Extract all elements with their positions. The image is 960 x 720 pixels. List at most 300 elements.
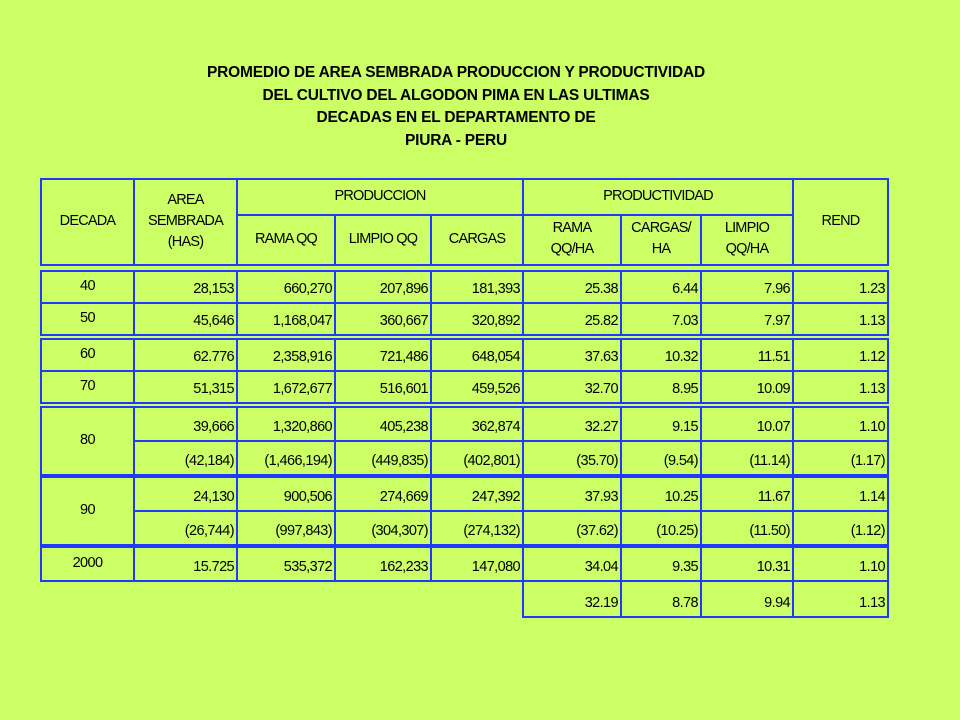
cell-value: 1.10 bbox=[859, 559, 885, 575]
row-column-border bbox=[887, 440, 889, 476]
header-column-border bbox=[522, 178, 524, 266]
cell-value: 9.15 bbox=[672, 419, 698, 435]
row-column-border bbox=[40, 338, 42, 372]
table-cell bbox=[703, 510, 791, 544]
header-bottom-border bbox=[40, 264, 889, 266]
table-cell bbox=[703, 406, 791, 440]
row-column-border bbox=[334, 510, 336, 546]
table-cell bbox=[525, 406, 619, 440]
header-cargas bbox=[433, 214, 521, 264]
header-column-border bbox=[334, 214, 336, 266]
header-cargas-label: CARGAS bbox=[448, 230, 506, 247]
table-cell bbox=[525, 440, 619, 474]
header-column-border bbox=[236, 178, 238, 266]
cell-value: 7.03 bbox=[672, 313, 698, 329]
row-column-border bbox=[40, 510, 42, 546]
summary-cell bbox=[623, 582, 699, 616]
cell-value: (274,132) bbox=[463, 523, 520, 539]
header-column-border bbox=[887, 178, 889, 266]
row-column-border bbox=[700, 546, 702, 582]
table-cell bbox=[433, 510, 521, 544]
cell-value: 28,153 bbox=[193, 281, 234, 297]
header-cargas-ha-line-1: CARGAS/ bbox=[631, 220, 691, 236]
header-rama-qqha-line-1: RAMA bbox=[552, 220, 592, 236]
row-column-border bbox=[620, 370, 622, 404]
cell-value: 147,080 bbox=[471, 559, 520, 575]
decada-cell bbox=[43, 370, 132, 402]
decada-value: 2000 bbox=[72, 555, 103, 571]
summary-value: 1.13 bbox=[859, 595, 885, 611]
cell-value: 660,270 bbox=[283, 281, 332, 297]
header-rend-label: REND bbox=[821, 212, 860, 229]
cell-value: 11.51 bbox=[757, 349, 790, 365]
cell-value: 8.95 bbox=[672, 381, 698, 397]
row-column-border bbox=[334, 440, 336, 476]
cell-value: (997,843) bbox=[275, 523, 332, 539]
cell-value: (11.14) bbox=[749, 453, 790, 469]
row-column-border bbox=[133, 406, 135, 442]
table-cell bbox=[525, 270, 619, 302]
row-column-border bbox=[620, 546, 622, 582]
row-column-border bbox=[430, 546, 432, 582]
table-cell bbox=[239, 338, 333, 370]
cell-value: 25.38 bbox=[584, 281, 618, 297]
cell-value: 181,393 bbox=[471, 281, 520, 297]
row-column-border bbox=[700, 440, 702, 476]
row-column-border bbox=[522, 510, 524, 546]
cell-value: 1.13 bbox=[859, 313, 885, 329]
table-cell bbox=[337, 440, 429, 474]
cell-value: 6.44 bbox=[672, 281, 698, 297]
cell-value: 274,669 bbox=[379, 489, 428, 505]
cell-value: 15.725 bbox=[193, 559, 234, 575]
cell-value: 51,315 bbox=[193, 381, 234, 397]
title-line-4: PIURA - PERU bbox=[404, 131, 508, 149]
cell-value: (37.62) bbox=[576, 523, 618, 539]
table-cell bbox=[623, 370, 699, 402]
decada-cell bbox=[43, 546, 132, 580]
table-cell bbox=[703, 440, 791, 474]
row-column-border bbox=[887, 302, 889, 336]
table-cell bbox=[525, 510, 619, 544]
title-line-2: DEL CULTIVO DEL ALGODON PIMA EN LAS ULTIMAS bbox=[262, 86, 650, 104]
cell-value: (10.25) bbox=[656, 523, 698, 539]
table-cell bbox=[623, 546, 699, 580]
header-column-border bbox=[792, 178, 794, 266]
cell-value: 648,054 bbox=[471, 349, 520, 365]
header-cargas-ha bbox=[623, 214, 699, 264]
cell-value: 37.63 bbox=[584, 349, 618, 365]
table-cell bbox=[703, 370, 791, 402]
cell-value: 1,672,677 bbox=[272, 381, 332, 397]
table-cell bbox=[337, 546, 429, 580]
decada-cell bbox=[43, 406, 132, 474]
table-cell bbox=[703, 476, 791, 510]
header-area-line-2: SEMBRADA bbox=[148, 212, 223, 229]
row-column-border bbox=[334, 338, 336, 372]
row-column-border bbox=[792, 476, 794, 512]
row-column-border bbox=[236, 546, 238, 582]
table-cell bbox=[239, 510, 333, 544]
title-line-3: DECADAS EN EL DEPARTAMENTO DE bbox=[316, 109, 596, 126]
cell-value: 1.23 bbox=[859, 281, 885, 297]
row-column-border bbox=[522, 302, 524, 336]
decada-cell bbox=[43, 270, 132, 302]
header-rama-qqha-line-2: QQ/HA bbox=[550, 241, 594, 257]
cell-value: (1.12) bbox=[850, 523, 885, 539]
cell-value: 37.93 bbox=[584, 489, 618, 505]
cell-value: 10.32 bbox=[664, 349, 698, 365]
cell-value: 11.67 bbox=[757, 489, 790, 505]
row-column-border bbox=[792, 510, 794, 546]
cell-value: 10.07 bbox=[756, 419, 790, 435]
table-cell bbox=[239, 546, 333, 580]
cell-value: (1,466,194) bbox=[264, 453, 332, 469]
row-column-border bbox=[133, 510, 135, 546]
decada-value: 70 bbox=[80, 378, 95, 394]
row-column-border bbox=[700, 406, 702, 442]
cell-value: (35.70) bbox=[576, 453, 618, 469]
cell-value: 320,892 bbox=[471, 313, 520, 329]
table-cell bbox=[433, 302, 521, 334]
summary-value: 8.78 bbox=[672, 595, 698, 611]
cell-value: 535,372 bbox=[283, 559, 332, 575]
row-column-border bbox=[430, 476, 432, 512]
row-column-border bbox=[40, 406, 42, 442]
cell-value: 360,667 bbox=[379, 313, 428, 329]
cell-value: 25.82 bbox=[584, 313, 618, 329]
table-cell bbox=[795, 440, 886, 474]
cell-value: (11.50) bbox=[749, 523, 790, 539]
table-cell bbox=[525, 302, 619, 334]
table-cell bbox=[337, 476, 429, 510]
header-column-border bbox=[133, 178, 135, 266]
row-column-border bbox=[40, 546, 42, 582]
decada-value: 90 bbox=[80, 502, 95, 518]
row-column-border bbox=[430, 270, 432, 304]
cell-value: 362,874 bbox=[471, 419, 520, 435]
row-column-border bbox=[700, 302, 702, 336]
cell-value: 45,646 bbox=[193, 313, 234, 329]
table-cell bbox=[433, 406, 521, 440]
cell-value: (26,744) bbox=[184, 523, 234, 539]
table-cell bbox=[623, 440, 699, 474]
table-cell bbox=[337, 406, 429, 440]
row-column-border bbox=[40, 370, 42, 404]
row-column-border bbox=[334, 370, 336, 404]
cell-value: (9.54) bbox=[663, 453, 698, 469]
table-cell bbox=[703, 546, 791, 580]
table-cell bbox=[795, 270, 886, 302]
table-cell bbox=[433, 476, 521, 510]
row-column-border bbox=[236, 370, 238, 404]
cell-value: 1,320,860 bbox=[272, 419, 332, 435]
row-column-border bbox=[792, 546, 794, 582]
decada-value: 80 bbox=[80, 432, 95, 448]
row-column-border bbox=[887, 370, 889, 404]
table-cell bbox=[623, 270, 699, 302]
cell-value: 900,506 bbox=[283, 489, 332, 505]
row-column-border bbox=[133, 476, 135, 512]
summary-column-border bbox=[620, 582, 622, 618]
decada-cell bbox=[43, 338, 132, 370]
header-rama-qq bbox=[239, 214, 333, 264]
cell-value: 10.09 bbox=[756, 381, 790, 397]
cell-value: (402,801) bbox=[463, 453, 520, 469]
row-column-border bbox=[236, 302, 238, 336]
row-column-border bbox=[236, 270, 238, 304]
table-cell bbox=[433, 440, 521, 474]
summary-column-border bbox=[887, 582, 889, 618]
header-area-line-1: AREA bbox=[167, 191, 204, 208]
page-title bbox=[0, 62, 912, 152]
table-cell bbox=[795, 370, 886, 402]
table-cell bbox=[337, 370, 429, 402]
table-cell bbox=[703, 302, 791, 334]
table-cell bbox=[337, 270, 429, 302]
row-column-border bbox=[700, 370, 702, 404]
table-cell bbox=[136, 440, 235, 474]
row-column-border bbox=[522, 370, 524, 404]
header-cargas-ha-line-2: HA bbox=[651, 241, 671, 257]
cell-value: 39,666 bbox=[193, 419, 234, 435]
row-column-border bbox=[133, 370, 135, 404]
title-line-1: PROMEDIO DE AREA SEMBRADA PRODUCCION Y PRODUCTIVIDAD bbox=[207, 64, 705, 81]
table-cell bbox=[136, 370, 235, 402]
row-column-border bbox=[133, 440, 135, 476]
table-cell bbox=[433, 338, 521, 370]
cell-value: 7.97 bbox=[764, 313, 790, 329]
row-column-border bbox=[620, 476, 622, 512]
row-column-border bbox=[40, 270, 42, 304]
row-column-border bbox=[522, 270, 524, 304]
header-column-border bbox=[430, 214, 432, 266]
row-column-border bbox=[522, 338, 524, 372]
row-column-border bbox=[334, 476, 336, 512]
cell-value: 9.35 bbox=[672, 559, 698, 575]
cell-value: 2,358,916 bbox=[272, 349, 332, 365]
header-decada-label: DECADA bbox=[59, 212, 116, 229]
row-column-border bbox=[236, 510, 238, 546]
table-cell bbox=[623, 338, 699, 370]
cell-value: 207,896 bbox=[379, 281, 428, 297]
row-column-border bbox=[887, 510, 889, 546]
table-cell bbox=[795, 546, 886, 580]
table-cell bbox=[433, 270, 521, 302]
row-column-border bbox=[236, 406, 238, 442]
header-column-border bbox=[40, 178, 42, 266]
row-column-border bbox=[887, 546, 889, 582]
row-column-border bbox=[133, 302, 135, 336]
summary-cell bbox=[525, 582, 619, 616]
table-cell bbox=[136, 270, 235, 302]
decada-value: 60 bbox=[80, 346, 95, 362]
row-column-border bbox=[522, 440, 524, 476]
header-column-border bbox=[700, 214, 702, 266]
row-column-border bbox=[522, 406, 524, 442]
header-produccion bbox=[239, 178, 521, 214]
cell-value: 10.31 bbox=[756, 559, 790, 575]
row-column-border bbox=[700, 476, 702, 512]
cell-value: 162,233 bbox=[379, 559, 428, 575]
row-column-border bbox=[792, 406, 794, 442]
table-cell bbox=[703, 270, 791, 302]
cell-value: 247,392 bbox=[471, 489, 520, 505]
cell-value: 1,168,047 bbox=[272, 313, 332, 329]
summary-cell bbox=[703, 582, 791, 616]
table-cell bbox=[136, 302, 235, 334]
cell-value: 1.14 bbox=[859, 489, 885, 505]
cell-value: (449,835) bbox=[371, 453, 428, 469]
header-productividad bbox=[525, 178, 791, 214]
row-bottom-border bbox=[40, 402, 889, 404]
row-column-border bbox=[334, 406, 336, 442]
table-cell bbox=[136, 510, 235, 544]
cell-value: 721,486 bbox=[379, 349, 428, 365]
table-cell bbox=[136, 338, 235, 370]
row-column-border bbox=[334, 270, 336, 304]
table-cell bbox=[623, 510, 699, 544]
row-column-border bbox=[700, 270, 702, 304]
cell-value: 34.04 bbox=[584, 559, 618, 575]
table-cell bbox=[337, 302, 429, 334]
row-column-border bbox=[236, 338, 238, 372]
table-cell bbox=[239, 270, 333, 302]
row-column-border bbox=[887, 406, 889, 442]
table-cell bbox=[337, 510, 429, 544]
row-column-border bbox=[236, 440, 238, 476]
table-cell bbox=[136, 546, 235, 580]
row-bottom-border bbox=[40, 334, 889, 336]
row-column-border bbox=[430, 510, 432, 546]
cell-value: 62.776 bbox=[193, 349, 234, 365]
table-cell bbox=[525, 370, 619, 402]
summary-column-border bbox=[792, 582, 794, 618]
table-cell bbox=[795, 510, 886, 544]
cell-value: (42,184) bbox=[184, 453, 234, 469]
table-cell bbox=[525, 338, 619, 370]
table-cell bbox=[795, 476, 886, 510]
header-limpio-qq-label: LIMPIO QQ bbox=[348, 230, 418, 247]
table-cell bbox=[623, 302, 699, 334]
header-limpio-qqha bbox=[703, 214, 791, 264]
summary-bottom-border bbox=[522, 616, 889, 618]
row-column-border bbox=[522, 476, 524, 512]
row-column-border bbox=[792, 370, 794, 404]
cell-value: 7.96 bbox=[764, 281, 790, 297]
table-cell bbox=[239, 370, 333, 402]
header-column-border bbox=[620, 214, 622, 266]
row-column-border bbox=[430, 338, 432, 372]
cell-value: 459,526 bbox=[471, 381, 520, 397]
summary-column-border bbox=[700, 582, 702, 618]
header-decada bbox=[43, 178, 132, 264]
row-column-border bbox=[792, 338, 794, 372]
header-limpio-qqha-line-1: LIMPIO bbox=[724, 220, 770, 236]
table-cell bbox=[703, 338, 791, 370]
cell-value: 1.13 bbox=[859, 381, 885, 397]
cell-value: (1.17) bbox=[850, 453, 885, 469]
cell-value: (304,307) bbox=[371, 523, 428, 539]
row-column-border bbox=[620, 406, 622, 442]
cell-value: 405,238 bbox=[379, 419, 428, 435]
row-column-border bbox=[620, 270, 622, 304]
row-column-border bbox=[792, 270, 794, 304]
header-rend bbox=[795, 178, 886, 264]
cell-value: 516,601 bbox=[379, 381, 428, 397]
summary-value: 32.19 bbox=[584, 595, 618, 611]
row-column-border bbox=[700, 510, 702, 546]
row-column-border bbox=[133, 270, 135, 304]
header-limpio-qqha-line-2: QQ/HA bbox=[725, 241, 769, 257]
table-cell bbox=[433, 370, 521, 402]
row-column-border bbox=[40, 476, 42, 512]
row-column-border bbox=[430, 440, 432, 476]
row-column-border bbox=[887, 270, 889, 304]
row-column-border bbox=[334, 302, 336, 336]
table-cell bbox=[795, 302, 886, 334]
table-cell bbox=[433, 546, 521, 580]
row-column-border bbox=[620, 338, 622, 372]
row-column-border bbox=[334, 546, 336, 582]
table-cell bbox=[795, 338, 886, 370]
header-limpio-qq bbox=[337, 214, 429, 264]
table-cell bbox=[136, 476, 235, 510]
table-cell bbox=[239, 476, 333, 510]
header-rama-qqha bbox=[525, 214, 619, 264]
row-column-border bbox=[40, 440, 42, 476]
cell-value: 1.12 bbox=[859, 349, 885, 365]
cell-value: 24,130 bbox=[193, 489, 234, 505]
row-column-border bbox=[133, 338, 135, 372]
table-cell bbox=[623, 476, 699, 510]
row-column-border bbox=[620, 440, 622, 476]
row-column-border bbox=[522, 546, 524, 582]
summary-value: 9.94 bbox=[764, 595, 790, 611]
row-column-border bbox=[887, 338, 889, 372]
row-column-border bbox=[430, 302, 432, 336]
table-cell bbox=[239, 406, 333, 440]
row-column-border bbox=[133, 546, 135, 582]
row-column-border bbox=[430, 370, 432, 404]
table-cell bbox=[136, 406, 235, 440]
table-cell bbox=[795, 406, 886, 440]
header-area bbox=[136, 178, 235, 264]
table-cell bbox=[525, 546, 619, 580]
row-column-border bbox=[620, 302, 622, 336]
row-column-border bbox=[792, 302, 794, 336]
row-column-border bbox=[620, 510, 622, 546]
row-column-border bbox=[792, 440, 794, 476]
table-cell bbox=[239, 440, 333, 474]
decada-cell bbox=[43, 476, 132, 544]
table-cell bbox=[623, 406, 699, 440]
header-rama-qq-label: RAMA QQ bbox=[254, 230, 318, 247]
decada-value: 50 bbox=[80, 310, 95, 326]
cell-value: 10.25 bbox=[664, 489, 698, 505]
summary-cell bbox=[795, 582, 886, 616]
table-cell bbox=[239, 302, 333, 334]
summary-column-border bbox=[522, 582, 524, 618]
cell-value: 32.27 bbox=[584, 419, 618, 435]
row-column-border bbox=[887, 476, 889, 512]
cell-value: 32.70 bbox=[584, 381, 618, 397]
cell-value: 1.10 bbox=[859, 419, 885, 435]
table-cell bbox=[337, 338, 429, 370]
row-column-border bbox=[236, 476, 238, 512]
header-productividad-label: PRODUCTIVIDAD bbox=[603, 187, 713, 204]
decada-value: 40 bbox=[80, 278, 95, 294]
